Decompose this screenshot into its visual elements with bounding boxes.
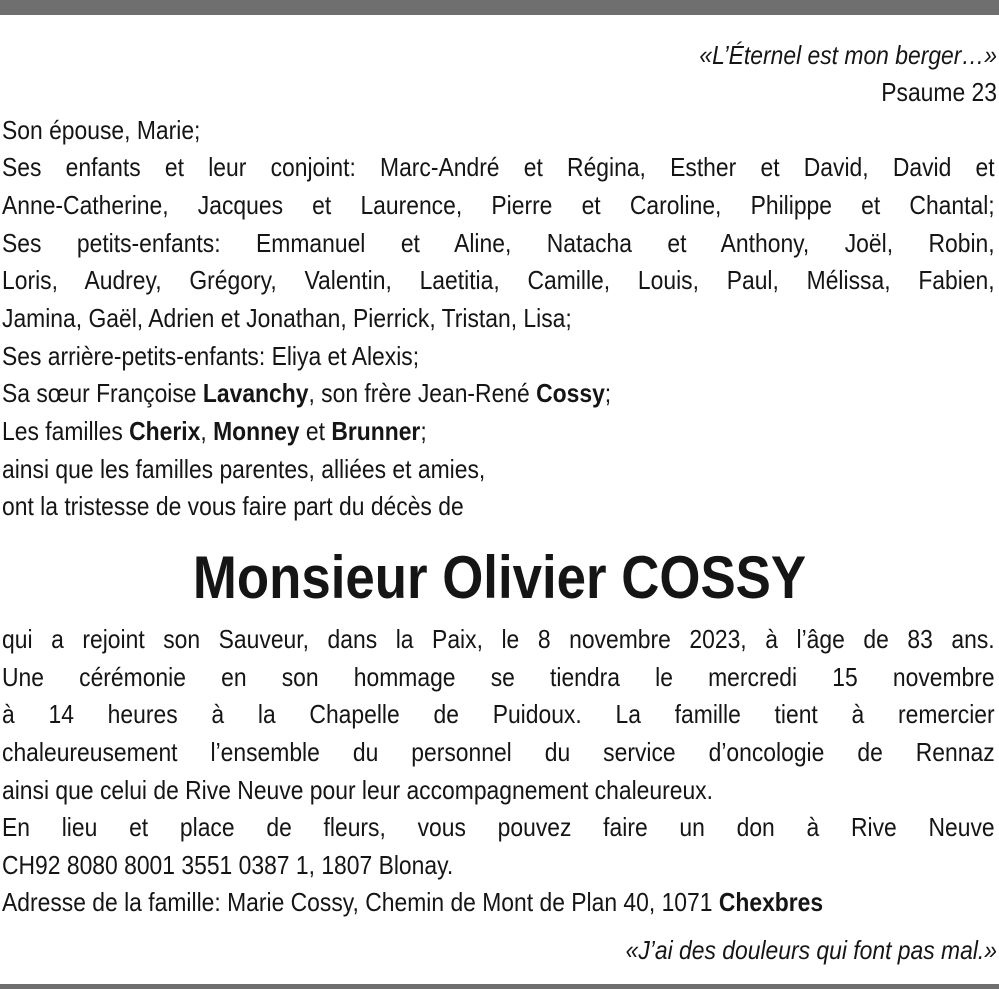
family-text: ;: [604, 378, 612, 408]
family-text: ;: [420, 416, 427, 446]
details-line: qui a rejoint son Sauveur, dans la Paix, le 8 novembre 2023, à l’âge de 83 ans.: [2, 624, 995, 654]
family-line: Anne-Catherine, Jacques et Laurence, Pierre et Caroline, Philippe et Chantal;: [2, 190, 995, 220]
family-address: [2, 885, 878, 919]
family-surname: Brunner: [331, 416, 421, 446]
family-text: Les familles: [2, 416, 130, 446]
closing-quote: «J’ai des douleurs qui font pas mal.»: [625, 935, 997, 965]
epigraph-quote: «L’Éternel est mon berger…»: [699, 40, 997, 70]
details-line: En lieu et place de fleurs, vous pouvez faire un don à Rive Neuve: [2, 812, 995, 842]
family-line: Ses petits-enfants: Emmanuel et Aline, Natacha et Anthony, Joël, Robin,: [2, 228, 995, 258]
address-town: Chexbres: [718, 887, 824, 917]
details-line: à 14 heures à la Chapelle de Puidoux. La famille tient à remercier: [2, 699, 995, 729]
family-line: [2, 376, 878, 410]
family-line: ont la tristesse de vous faire part du décès de: [2, 491, 464, 521]
epigraph-reference: Psaume 23: [881, 77, 997, 107]
family-surname: Monney: [213, 416, 300, 446]
details-line: CH92 8080 8001 3551 0387 1, 1807 Blonay.: [2, 850, 454, 880]
family-line: Ses arrière-petits-enfants: Eliya et Alexis;: [2, 341, 420, 371]
family-line: Ses enfants et leur conjoint: Marc-André et Régina, Esther et David, David et: [2, 152, 995, 182]
family-line: [2, 414, 878, 448]
address-text: Adresse de la famille: Marie Cossy, Chemin de Mont de Plan 40, 1071: [2, 887, 719, 917]
family-line: Jamina, Gaël, Adrien et Jonathan, Pierrick, Tristan, Lisa;: [2, 303, 572, 333]
family-surname: Cossy: [536, 378, 605, 408]
family-text: ,: [200, 416, 214, 446]
details-line: chaleureusement l’ensemble du personnel du service d’oncologie de Rennaz: [2, 737, 995, 767]
bottom-rule: [0, 984, 999, 989]
family-surname: Lavanchy: [202, 378, 309, 408]
family-line: Son épouse, Marie;: [2, 115, 201, 145]
family-text: , son frère Jean-René: [308, 378, 537, 408]
details-line: Une cérémonie en son hommage se tiendra le mercredi 15 novembre: [2, 662, 995, 692]
top-rule: [0, 0, 999, 15]
deceased-name: Monsieur Olivier COSSY: [192, 544, 807, 611]
family-line: Loris, Audrey, Grégory, Valentin, Laetitia, Camille, Louis, Paul, Mélissa, Fabien,: [2, 265, 995, 295]
family-text: Sa sœur Françoise: [2, 378, 203, 408]
family-text: et: [299, 416, 332, 446]
family-line: ainsi que les familles parentes, alliées et amies,: [2, 454, 486, 484]
details-line: ainsi que celui de Rive Neuve pour leur accompagnement chaleureux.: [2, 775, 713, 805]
family-surname: Cherix: [129, 416, 201, 446]
